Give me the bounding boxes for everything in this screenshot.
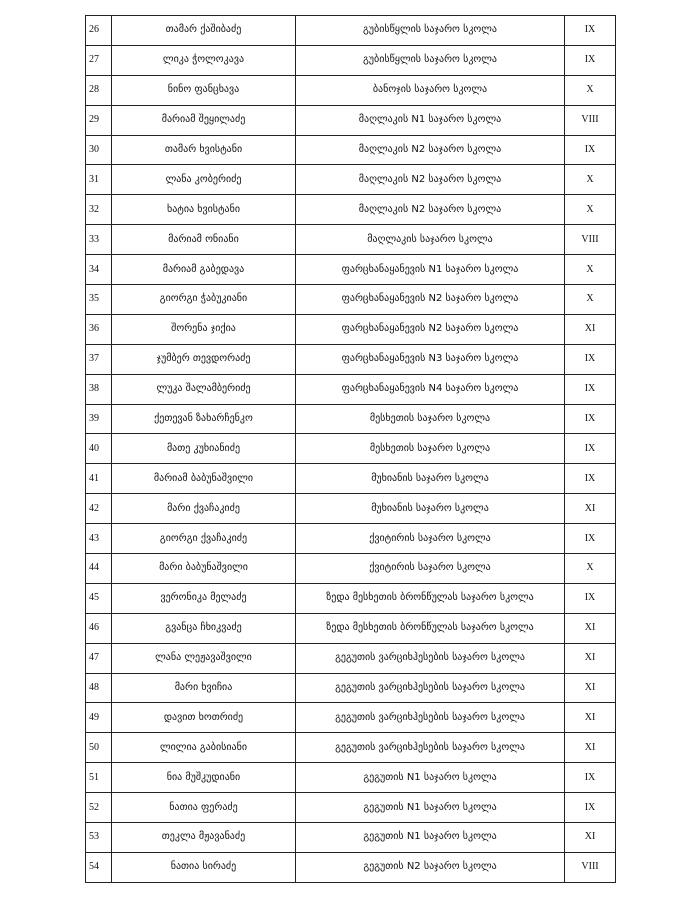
row-number-cell: 47 — [86, 643, 112, 673]
row-number-cell: 54 — [86, 852, 112, 882]
table-row — [86, 673, 616, 703]
row-number-cell: 27 — [86, 45, 112, 75]
school-name-cell: მაღლაკის N2 საჯარო სკოლა — [296, 165, 565, 195]
student-name-cell: მარი ბაბუნაშვილი — [112, 554, 296, 584]
grade-cell: IX — [565, 344, 616, 374]
grade-cell: X — [565, 195, 616, 225]
grade-cell: IX — [565, 793, 616, 823]
table-row — [86, 554, 616, 584]
row-number-cell: 26 — [86, 16, 112, 46]
grade-cell: IX — [565, 404, 616, 434]
row-number-cell: 48 — [86, 673, 112, 703]
school-name-cell: მუხიანის საჯარო სკოლა — [296, 494, 565, 524]
student-name-cell: ლანა ლეჟავაშვილი — [112, 643, 296, 673]
row-number-cell: 52 — [86, 793, 112, 823]
grade-cell: XI — [565, 823, 616, 853]
school-name-cell: მაღლაკის N2 საჯარო სკოლა — [296, 135, 565, 165]
row-number-cell: 46 — [86, 613, 112, 643]
grade-cell: X — [565, 285, 616, 315]
school-name-cell: მუხიანის საჯარო სკოლა — [296, 464, 565, 494]
grade-cell: IX — [565, 135, 616, 165]
grade-cell: X — [565, 554, 616, 584]
student-name-cell: გიორგი ქვაჩაკიძე — [112, 524, 296, 554]
table-row — [86, 643, 616, 673]
student-name-cell: მარიამ ბაბუნაშვილი — [112, 464, 296, 494]
grade-cell: IX — [565, 524, 616, 554]
table-row — [86, 733, 616, 763]
row-number-cell: 40 — [86, 434, 112, 464]
grade-cell: XI — [565, 314, 616, 344]
school-name-cell: ქვიტირის საჯარო სკოლა — [296, 524, 565, 554]
table-row — [86, 494, 616, 524]
grade-cell: XI — [565, 643, 616, 673]
table-row — [86, 225, 616, 255]
row-number-cell: 28 — [86, 75, 112, 105]
grade-cell: VIII — [565, 105, 616, 135]
table-row — [86, 105, 616, 135]
row-number-cell: 29 — [86, 105, 112, 135]
school-name-cell: გეგუთის N1 საჯარო სკოლა — [296, 823, 565, 853]
participants-table-body — [86, 16, 616, 883]
grade-cell: VIII — [565, 225, 616, 255]
school-name-cell: გეგუთის N1 საჯარო სკოლა — [296, 763, 565, 793]
student-name-cell: ვერონიკა მელაძე — [112, 583, 296, 613]
student-name-cell: ლანა კობერიძე — [112, 165, 296, 195]
table-row — [86, 763, 616, 793]
table-row — [86, 314, 616, 344]
grade-cell: XI — [565, 613, 616, 643]
grade-cell: X — [565, 75, 616, 105]
school-name-cell: ქვიტირის საჯარო სკოლა — [296, 554, 565, 584]
table-row — [86, 524, 616, 554]
school-name-cell: გეგუთის ვარციხჰესების საჯარო სკოლა — [296, 673, 565, 703]
student-name-cell: ჯუმბერ თევდორაძე — [112, 344, 296, 374]
school-name-cell: ბანოჯის საჯარო სკოლა — [296, 75, 565, 105]
school-name-cell: გეგუთის ვარციხჰესების საჯარო სკოლა — [296, 703, 565, 733]
school-name-cell: გეგუთის N1 საჯარო სკოლა — [296, 793, 565, 823]
grade-cell: IX — [565, 45, 616, 75]
student-name-cell: ნინო ფანცხავა — [112, 75, 296, 105]
table-row — [86, 285, 616, 315]
school-name-cell: ზედა მესხეთის ბრონწულას საჯარო სკოლა — [296, 613, 565, 643]
student-name-cell: თამარ ქაშიბაძე — [112, 16, 296, 46]
grade-cell: X — [565, 165, 616, 195]
table-row — [86, 852, 616, 882]
row-number-cell: 30 — [86, 135, 112, 165]
school-name-cell: ფარცხანაყანევის N4 საჯარო სკოლა — [296, 374, 565, 404]
table-row — [86, 404, 616, 434]
grade-cell: IX — [565, 434, 616, 464]
student-name-cell: ლიკა ჭოლოკავა — [112, 45, 296, 75]
row-number-cell: 42 — [86, 494, 112, 524]
student-name-cell: ლუკა შალამბერიძე — [112, 374, 296, 404]
school-name-cell: მაღლაკის N1 საჯარო სკოლა — [296, 105, 565, 135]
grade-cell: IX — [565, 374, 616, 404]
student-name-cell: ხატია ხვისტანი — [112, 195, 296, 225]
row-number-cell: 34 — [86, 255, 112, 285]
row-number-cell: 32 — [86, 195, 112, 225]
grade-cell: XI — [565, 673, 616, 703]
student-name-cell: ნათია სირაძე — [112, 852, 296, 882]
school-name-cell: ფარცხანაყანევის N2 საჯარო სკოლა — [296, 285, 565, 315]
school-name-cell: მესხეთის საჯარო სკოლა — [296, 434, 565, 464]
grade-cell: XI — [565, 703, 616, 733]
school-name-cell: ზედა მესხეთის ბრონწულას საჯარო სკოლა — [296, 583, 565, 613]
row-number-cell: 51 — [86, 763, 112, 793]
school-name-cell: გეგუთის N2 საჯარო სკოლა — [296, 852, 565, 882]
row-number-cell: 38 — [86, 374, 112, 404]
grade-cell: XI — [565, 733, 616, 763]
row-number-cell: 45 — [86, 583, 112, 613]
student-name-cell: გვანცა ჩხიკვაძე — [112, 613, 296, 643]
school-name-cell: გუბისწყლის საჯარო სკოლა — [296, 16, 565, 46]
row-number-cell: 37 — [86, 344, 112, 374]
school-name-cell: მესხეთის საჯარო სკოლა — [296, 404, 565, 434]
table-row — [86, 703, 616, 733]
student-name-cell: შორენა ჯიქია — [112, 314, 296, 344]
table-row — [86, 793, 616, 823]
grade-cell: IX — [565, 763, 616, 793]
student-name-cell: ქეთევან ზახარჩენკო — [112, 404, 296, 434]
table-row — [86, 344, 616, 374]
row-number-cell: 53 — [86, 823, 112, 853]
table-row — [86, 613, 616, 643]
table-row — [86, 255, 616, 285]
row-number-cell: 35 — [86, 285, 112, 315]
row-number-cell: 39 — [86, 404, 112, 434]
table-row — [86, 583, 616, 613]
student-name-cell: თამარ ხვისტანი — [112, 135, 296, 165]
grade-cell: IX — [565, 583, 616, 613]
table-row — [86, 464, 616, 494]
school-name-cell: მაღლაკის N2 საჯარო სკოლა — [296, 195, 565, 225]
participants-table — [85, 15, 616, 883]
student-name-cell: ნათია ფერაძე — [112, 793, 296, 823]
table-row — [86, 75, 616, 105]
student-name-cell: მათე კუხიანიძე — [112, 434, 296, 464]
school-name-cell: გუბისწყლის საჯარო სკოლა — [296, 45, 565, 75]
row-number-cell: 44 — [86, 554, 112, 584]
table-row — [86, 135, 616, 165]
school-name-cell: ფარცხანაყანევის N1 საჯარო სკოლა — [296, 255, 565, 285]
student-name-cell: მარიამ გაბედავა — [112, 255, 296, 285]
grade-cell: IX — [565, 16, 616, 46]
student-name-cell: დავით ხოთრიძე — [112, 703, 296, 733]
school-name-cell: გეგუთის ვარციხჰესების საჯარო სკოლა — [296, 733, 565, 763]
student-name-cell: მარი ქვაჩაკიძე — [112, 494, 296, 524]
table-row — [86, 45, 616, 75]
grade-cell: VIII — [565, 852, 616, 882]
row-number-cell: 50 — [86, 733, 112, 763]
table-row — [86, 374, 616, 404]
grade-cell: IX — [565, 464, 616, 494]
row-number-cell: 36 — [86, 314, 112, 344]
school-name-cell: ფარცხანაყანევის N3 საჯარო სკოლა — [296, 344, 565, 374]
student-name-cell: მარი ხვიჩია — [112, 673, 296, 703]
row-number-cell: 31 — [86, 165, 112, 195]
school-name-cell: მაღლაკის საჯარო სკოლა — [296, 225, 565, 255]
student-name-cell: ნია მუშკუდიანი — [112, 763, 296, 793]
table-row — [86, 823, 616, 853]
grade-cell: XI — [565, 494, 616, 524]
row-number-cell: 41 — [86, 464, 112, 494]
student-name-cell: ლილია გაბისიანი — [112, 733, 296, 763]
table-row — [86, 434, 616, 464]
row-number-cell: 49 — [86, 703, 112, 733]
table-row — [86, 16, 616, 46]
student-name-cell: მარიამ შეყილაძე — [112, 105, 296, 135]
student-name-cell: გიორგი ჭაბუკიანი — [112, 285, 296, 315]
table-row — [86, 195, 616, 225]
row-number-cell: 43 — [86, 524, 112, 554]
table-row — [86, 165, 616, 195]
student-name-cell: მარიამ ონიანი — [112, 225, 296, 255]
grade-cell: X — [565, 255, 616, 285]
school-name-cell: გეგუთის ვარციხჰესების საჯარო სკოლა — [296, 643, 565, 673]
student-name-cell: თეკლა მჟავანაძე — [112, 823, 296, 853]
school-name-cell: ფარცხანაყანევის N2 საჯარო სკოლა — [296, 314, 565, 344]
row-number-cell: 33 — [86, 225, 112, 255]
